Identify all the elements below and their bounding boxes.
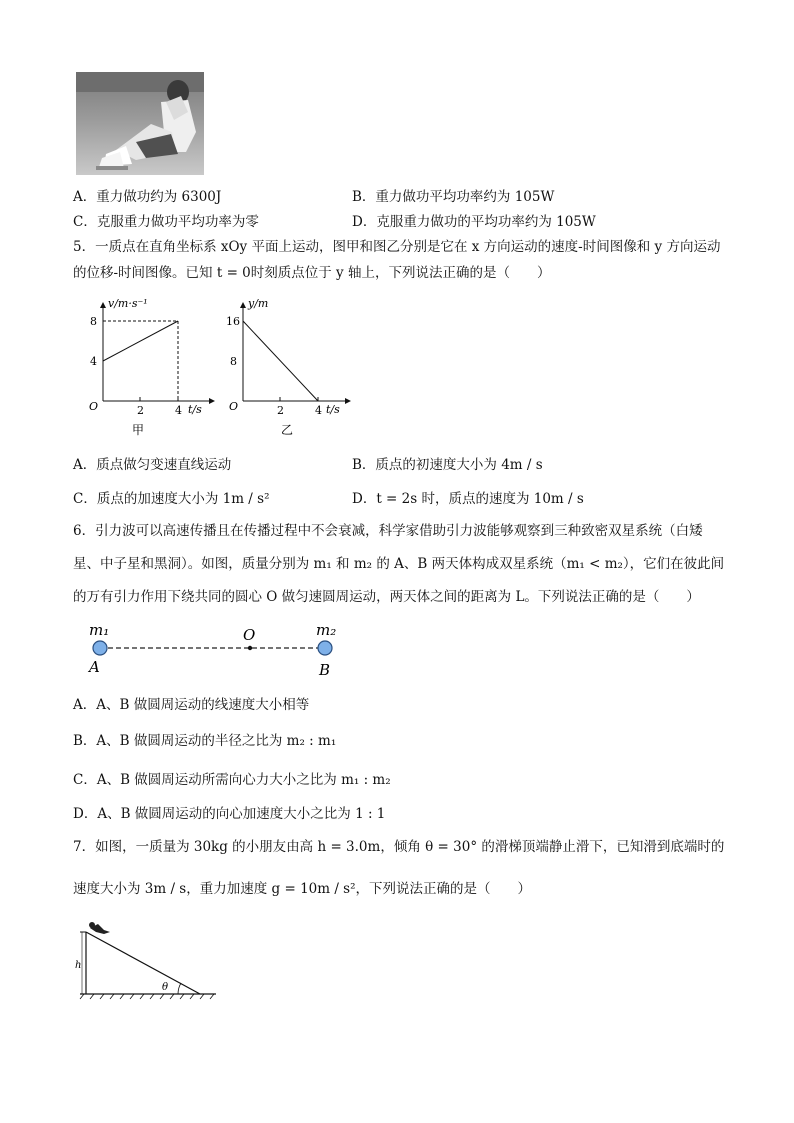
- person-doing-situps-photo: [76, 72, 204, 175]
- q6-option-d: D．A、B 做圆周运动的向心加速度大小之比为 1 : 1: [73, 806, 386, 822]
- jia-origin: O: [89, 400, 99, 413]
- q6-stem-line1: 6．引力波可以高速传播且在传播过程中不会衰减，科学家借助引力波能够观察到三种致密双星系统（白矮: [73, 523, 703, 539]
- q6-stem-line3: 的万有引力作用下绕共同的圆心 O 做匀速圆周运动，两天体之间的距离为 L。下列说法正确的是（ ）: [73, 589, 700, 605]
- yi-caption: 乙: [281, 423, 294, 437]
- q7-stem-line2: 速度大小为 3m / s，重力加速度 g = 10m / s²，下列说法正确的是（ ）: [73, 881, 532, 897]
- m1-label: m₁: [89, 621, 110, 639]
- theta-label: θ: [162, 982, 169, 993]
- q5-option-b: B．质点的初速度大小为 4m / s: [352, 457, 543, 473]
- yi-xlabel: t/s: [326, 403, 340, 416]
- q5-option-a: A．质点做匀变速直线运动: [73, 457, 232, 473]
- q6-stem-line2: 星、中子星和黑洞）。如图，质量分别为 m₁ 和 m₂ 的 A、B 两天体构成双星系统（m₁ < m₂），它们在彼此间: [73, 556, 725, 572]
- jia-caption: 甲: [132, 423, 145, 437]
- yi-ylabel: y/m: [248, 297, 269, 310]
- jia-ytick-4: 4: [90, 355, 97, 368]
- yi-xtick-2: 2: [277, 404, 284, 417]
- jia-ytick-8: 8: [90, 315, 97, 328]
- q5-stem-line2: 的位移-时间图像。已知 t = 0时刻质点位于 y 轴上，下列说法正确的是（ ）: [73, 265, 551, 281]
- graph-jia-velocity-time: [84, 295, 219, 440]
- center-o-label: O: [243, 626, 256, 644]
- yi-origin: O: [229, 400, 239, 413]
- a-label: A: [89, 658, 100, 676]
- yi-xtick-4: 4: [315, 404, 322, 417]
- binary-star-diagram: [80, 618, 350, 680]
- h-label: h: [75, 960, 82, 971]
- yi-ytick-8: 8: [230, 355, 237, 368]
- slide-incline-diagram: [70, 920, 220, 1000]
- jia-xtick-2: 2: [137, 404, 144, 417]
- q5-option-d: D．t = 2s 时，质点的速度为 10m / s: [352, 491, 584, 507]
- q6-option-c: C．A、B 做圆周运动所需向心力大小之比为 m₁ : m₂: [73, 772, 391, 788]
- q4-option-d: D．克服重力做功的平均功率约为 105W: [352, 214, 596, 230]
- q6-option-b: B．A、B 做圆周运动的半径之比为 m₂ : m₁: [73, 733, 337, 749]
- graph-yi-position-time: [226, 295, 356, 440]
- q7-stem-line1: 7．如图，一质量为 30kg 的小朋友由高 h = 3.0m，倾角 θ = 30° 的滑梯顶端静止滑下，已知滑到底端时的: [73, 839, 725, 855]
- yi-ytick-16: 16: [226, 315, 240, 328]
- q5-option-c: C．质点的加速度大小为 1m / s²: [73, 491, 270, 507]
- jia-xlabel: t/s: [188, 403, 202, 416]
- b-label: B: [319, 661, 331, 679]
- q4-option-c: C．克服重力做功平均功率为零: [73, 214, 259, 230]
- q6-option-a: A．A、B 做圆周运动的线速度大小相等: [73, 697, 310, 713]
- m2-label: m₂: [316, 621, 337, 639]
- jia-xtick-4: 4: [175, 404, 182, 417]
- q5-stem-line1: 5．一质点在直角坐标系 xOy 平面上运动，图甲和图乙分别是它在 x 方向运动的速度-时间图像和 y 方向运动: [73, 239, 721, 255]
- q4-option-a: A．重力做功约为 6300J: [73, 189, 222, 205]
- q4-option-b: B．重力做功平均功率约为 105W: [352, 189, 555, 205]
- jia-ylabel: v/m·s⁻¹: [108, 297, 148, 310]
